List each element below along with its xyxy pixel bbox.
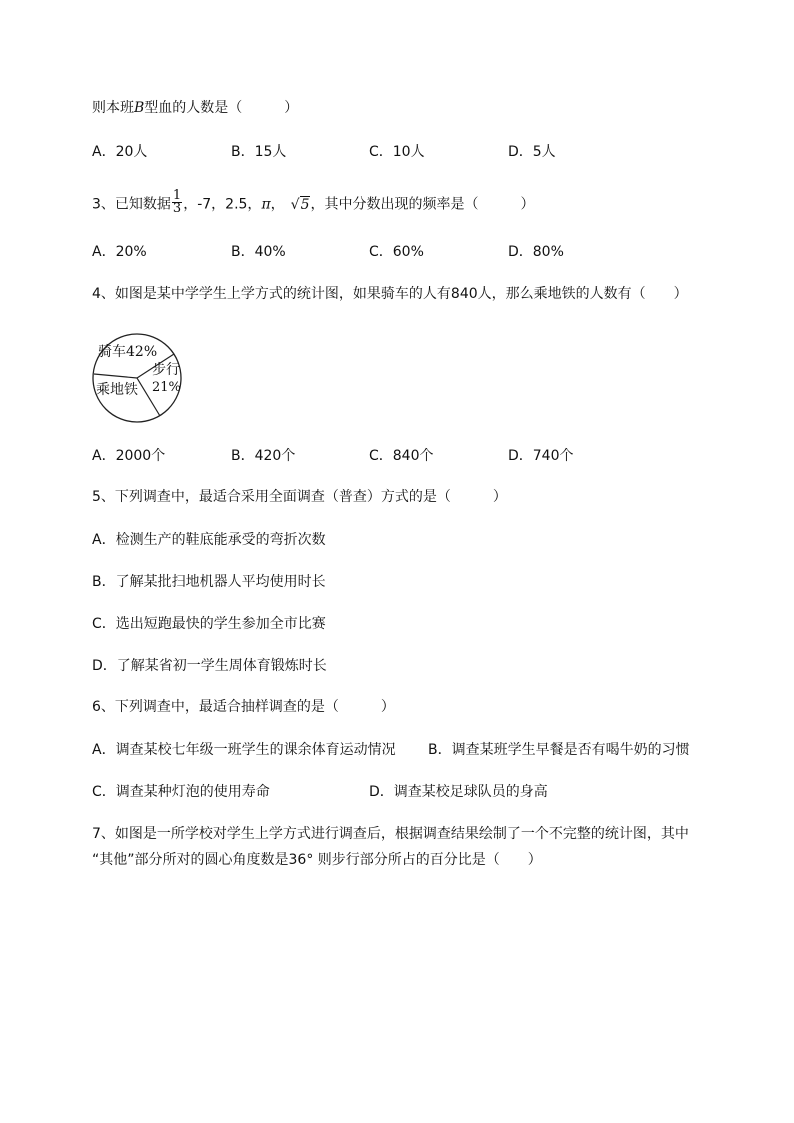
q6-option-b: B．调查某班学生早餐是否有喝牛奶的习惯 xyxy=(428,742,690,758)
pie-label-subway: 乘地铁 xyxy=(96,382,138,398)
q2-stem xyxy=(92,99,298,117)
pie-label-walk-2: 21% xyxy=(152,380,181,395)
q3-fraction-denominator: 3 xyxy=(172,201,182,216)
q4-option-c: C．840个 xyxy=(369,448,434,464)
q3-fraction-numerator: 1 xyxy=(172,188,182,203)
q3-option-b: B．40% xyxy=(231,244,286,260)
q3-sqrt xyxy=(291,196,311,214)
q3-option-d: D．80% xyxy=(508,244,564,260)
q3-pi-symbol: π xyxy=(261,196,271,213)
q2-stem-variable: B xyxy=(134,100,145,116)
q3-sqrt-symbol: √ xyxy=(290,196,300,213)
q3-sqrt-value: 5 xyxy=(300,196,310,213)
q6-stem: 6、下列调查中，最适合抽样调查的是（ ） xyxy=(92,699,395,715)
q4-pie-chart xyxy=(90,330,190,430)
q3-option-a: A．20% xyxy=(92,244,147,260)
q2-option-b: B．15人 xyxy=(231,144,287,160)
q4-option-b: B．420个 xyxy=(231,448,296,464)
q5-option-c: C．选出短跑最快的学生参加全市比赛 xyxy=(92,616,326,632)
q2-option-a: A．20人 xyxy=(92,144,148,160)
q3-stem xyxy=(92,188,535,217)
q2-stem-suffix: 型血的人数是（ ） xyxy=(144,100,299,116)
q6-option-d: D．调查某校足球队员的身高 xyxy=(369,784,548,800)
q3-stem-mid1: ，-7，2.5， xyxy=(183,196,262,213)
q3-stem-suffix: ，其中分数出现的频率是（ ） xyxy=(310,196,535,213)
q4-option-a: A．2000个 xyxy=(92,448,166,464)
q2-option-c: C．10人 xyxy=(369,144,425,160)
q6-option-c: C．调查某种灯泡的使用寿命 xyxy=(92,784,270,800)
q5-stem: 5、下列调查中，最适合采用全面调查（普查）方式的是（ ） xyxy=(92,489,507,505)
q2-option-d: D．5人 xyxy=(508,144,556,160)
q3-stem-mid2: ， xyxy=(270,196,285,213)
q5-option-d: D．了解某省初一学生周体育锻炼时长 xyxy=(92,658,327,674)
q2-stem-prefix: 则本班 xyxy=(92,100,134,116)
q6-option-a: A．调查某校七年级一班学生的课余体育运动情况 xyxy=(92,742,396,758)
q4-stem: 4、如图是某中学学生上学方式的统计图，如果骑车的人有840人，那么乘地铁的人数有（ ） xyxy=(92,286,688,302)
q7-stem-line1: 7、如图是一所学校对学生上学方式进行调查后，根据调查结果绘制了一个不完整的统计图，其中 xyxy=(92,826,689,842)
q4-option-d: D．740个 xyxy=(508,448,574,464)
q3-stem-prefix: 3、已知数据 xyxy=(92,196,171,213)
pie-label-walk-1: 步行 xyxy=(152,362,180,378)
pie-label-ride: 骑车42% xyxy=(98,344,158,360)
q5-option-a: A．检测生产的鞋底能承受的弯折次数 xyxy=(92,532,326,548)
q3-fraction xyxy=(172,190,182,215)
q7-stem-line2: “其他”部分所对的圆心角度数是36° 则步行部分所占的百分比是（ ） xyxy=(92,852,542,868)
q5-option-b: B．了解某批扫地机器人平均使用时长 xyxy=(92,574,326,590)
q3-option-c: C．60% xyxy=(369,244,424,260)
